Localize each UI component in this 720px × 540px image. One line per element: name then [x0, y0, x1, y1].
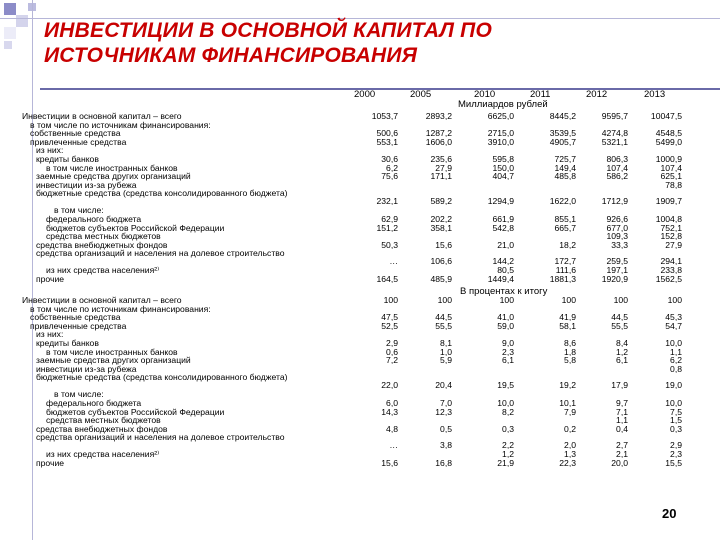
title-underline [40, 88, 720, 90]
row-value: 3539,5 [549, 128, 576, 139]
row-value: 144,2 [492, 256, 514, 267]
row-value: 2715,0 [487, 128, 514, 139]
table-row [22, 121, 702, 130]
row-value: 21,9 [497, 457, 514, 468]
year-header: 2012 [586, 89, 608, 100]
row-value: 9,0 [502, 337, 514, 348]
row-value: 1562,5 [655, 273, 682, 284]
row-value: 2,0 [564, 440, 576, 451]
row-value: 1287,2 [425, 128, 452, 139]
table-row [22, 189, 702, 206]
row-value: 1,2 [502, 449, 514, 460]
slide-title-line: ИНВЕСТИЦИИ В ОСНОВНОЙ КАПИТАЛ ПО [44, 19, 493, 42]
row-value: 7,1 [616, 406, 628, 417]
row-value: 542,8 [492, 222, 514, 233]
year-header: 2000 [354, 89, 376, 100]
row-value: 22,0 [381, 380, 398, 391]
row-value: 100 [613, 295, 628, 305]
row-value: 1920,9 [601, 273, 628, 284]
row-value: 21,0 [497, 239, 514, 250]
row-value: 1449,4 [487, 273, 514, 284]
row-value: 1,3 [564, 449, 576, 460]
row-value: 27,9 [435, 162, 452, 173]
row-value: 151,2 [376, 222, 398, 233]
row-value: 41,9 [559, 312, 576, 323]
row-value: 100 [383, 295, 398, 305]
row-label: прочие [36, 273, 65, 284]
row-value: 19,5 [497, 380, 514, 391]
row-label: средства внебюджетных фондов [36, 423, 168, 434]
row-value: 2,9 [386, 337, 398, 348]
row-label: Инвестиции в основной капитал – всего [22, 295, 182, 305]
row-value: 2,9 [670, 440, 682, 451]
row-value: 172,7 [554, 256, 576, 267]
row-value: 665,7 [554, 222, 576, 233]
row-value: 6,1 [502, 355, 514, 366]
unit-label: Миллиардов рублей [458, 99, 548, 110]
row-value: 0,2 [564, 423, 576, 434]
row-value: 8,2 [502, 406, 514, 417]
row-value: 150,0 [492, 162, 514, 173]
row-label: в том числе иностранных банков [46, 162, 178, 173]
row-value: 12,3 [435, 406, 452, 417]
row-value: 0,3 [502, 423, 514, 434]
row-value: 6,1 [616, 355, 628, 366]
row-label: заемные средства других организаций [36, 171, 191, 182]
row-value: 33,3 [611, 239, 628, 250]
slide-title [44, 18, 492, 68]
row-label: собственные средства [30, 128, 121, 139]
table-section-percent [22, 296, 702, 468]
row-value: 80,5 [497, 265, 514, 276]
row-value: 44,5 [611, 312, 628, 323]
row-value: 500,6 [376, 128, 398, 139]
row-value: 55,5 [435, 320, 452, 331]
row-value: 10,1 [559, 397, 576, 408]
slide-title-line: ИСТОЧНИКАМ ФИНАНСИРОВАНИЯ [44, 44, 418, 67]
row-value: 20,0 [611, 457, 628, 468]
row-value: 2,1 [616, 449, 628, 460]
row-value: 55,5 [611, 320, 628, 331]
row-value: 20,4 [435, 380, 452, 391]
row-label: кредиты банков [36, 153, 99, 164]
table-row [22, 138, 702, 147]
table-row [22, 450, 702, 459]
row-value: 62,9 [381, 213, 398, 224]
row-value: 2,7 [616, 440, 628, 451]
row-value: 8,6 [564, 337, 576, 348]
row-value: 725,7 [554, 153, 576, 164]
row-value: 5499,0 [655, 136, 682, 147]
row-value: 485,8 [554, 171, 576, 182]
row-value: 1881,3 [549, 273, 576, 284]
row-value: 1622,0 [549, 196, 576, 207]
row-value: 100 [667, 295, 682, 305]
row-label: средства местных бюджетов [46, 231, 161, 242]
row-label: в том числе по источникам финансирования: [30, 303, 211, 314]
row-value: 358,1 [430, 222, 452, 233]
table-row [22, 275, 702, 284]
row-value: 4,8 [386, 423, 398, 434]
row-value: 15,6 [381, 457, 398, 468]
row-value: 10,0 [665, 337, 682, 348]
row-label: инвестиции из-за рубежа [36, 363, 137, 374]
row-value: 4548,5 [655, 128, 682, 139]
row-value: … [389, 440, 398, 451]
row-label: из них средства населения²⁾ [46, 265, 160, 276]
table-row [22, 249, 702, 266]
row-value: 1712,9 [601, 196, 628, 207]
row-label: федерального бюджета [46, 397, 142, 408]
row-value: 15,6 [435, 239, 452, 250]
year-header: 2010 [474, 89, 496, 100]
row-value: 0,5 [440, 423, 452, 434]
row-value: 10047,5 [650, 111, 682, 121]
row-label: в том числе: [54, 205, 104, 216]
row-value: 197,1 [606, 265, 628, 276]
row-value: 78,8 [665, 179, 682, 190]
row-label: в том числе: [54, 389, 104, 400]
row-value: 149,4 [554, 162, 576, 173]
row-value: 1909,7 [655, 196, 682, 207]
row-value: 44,5 [435, 312, 452, 323]
row-value: 107,4 [660, 162, 682, 173]
row-value: 5,8 [564, 355, 576, 366]
row-value: 752,1 [660, 222, 682, 233]
row-label: собственные средства [30, 312, 121, 323]
row-value: 100 [499, 295, 514, 305]
row-value: 926,6 [606, 213, 628, 224]
row-value: 661,9 [492, 213, 514, 224]
row-value: 41,0 [497, 312, 514, 323]
row-value: 8445,2 [549, 111, 576, 121]
row-value: 9595,7 [601, 111, 628, 121]
table-row [22, 146, 702, 155]
row-value: 294,1 [660, 256, 682, 267]
decor-square [16, 15, 28, 27]
row-value: 586,2 [606, 171, 628, 182]
table-row [22, 266, 702, 275]
row-value: 6,2 [670, 355, 682, 366]
row-label: в том числе иностранных банков [46, 346, 178, 357]
row-value: 107,4 [606, 162, 628, 173]
row-value: 52,5 [381, 320, 398, 331]
row-value: 232,1 [376, 196, 398, 207]
row-value: 1,8 [564, 346, 576, 357]
row-value: 45,3 [665, 312, 682, 323]
row-label: инвестиции из-за рубежа [36, 179, 137, 190]
row-value: 8,1 [440, 337, 452, 348]
row-value: 1004,8 [655, 213, 682, 224]
row-value: 75,6 [381, 171, 398, 182]
decor-square [4, 27, 16, 39]
row-value: 2893,2 [425, 111, 452, 121]
row-value: 625,1 [660, 171, 682, 182]
row-value: 18,2 [559, 239, 576, 250]
row-value: 0,3 [670, 423, 682, 434]
row-value: 677,0 [606, 222, 628, 233]
row-value: 9,7 [616, 397, 628, 408]
row-value: 100 [561, 295, 576, 305]
row-value: 50,3 [381, 239, 398, 250]
year-header: 2011 [530, 89, 551, 100]
row-value: 14,3 [381, 406, 398, 417]
row-value: 595,8 [492, 153, 514, 164]
table-row [22, 459, 702, 468]
year-header: 2013 [644, 89, 666, 100]
row-value: 202,2 [430, 213, 452, 224]
row-value: 15,5 [665, 457, 682, 468]
row-value: 259,5 [606, 256, 628, 267]
row-value: 4274,8 [601, 128, 628, 139]
row-label: кредиты банков [36, 337, 99, 348]
row-value: 100 [437, 295, 452, 305]
row-value: 58,1 [559, 320, 576, 331]
row-value: 6625,0 [487, 111, 514, 121]
row-value: 1,1 [616, 415, 628, 426]
row-value: 1,0 [440, 346, 452, 357]
row-label: из них: [36, 329, 64, 340]
row-label: федерального бюджета [46, 213, 142, 224]
row-value: 7,2 [386, 355, 398, 366]
row-label: в том числе по источникам финансирования: [30, 119, 211, 130]
row-value: 10,0 [665, 397, 682, 408]
row-value: 3910,0 [487, 136, 514, 147]
row-value: 855,1 [554, 213, 576, 224]
row-value: 1,1 [670, 346, 682, 357]
row-value: 19,0 [665, 380, 682, 391]
row-value: 2,3 [502, 346, 514, 357]
row-label: средства местных бюджетов [46, 415, 161, 426]
row-label: прочие [36, 457, 65, 468]
row-label: средства внебюджетных фондов [36, 239, 168, 250]
row-value: 111,6 [555, 265, 576, 276]
row-value: 54,7 [665, 320, 682, 331]
row-value: 2,3 [670, 449, 682, 460]
row-value: 235,6 [430, 153, 452, 164]
decor-square [4, 41, 12, 49]
row-value: 171,1 [430, 171, 452, 182]
row-value: 1,5 [670, 415, 682, 426]
table-row [22, 330, 702, 339]
row-value: 16,8 [435, 457, 452, 468]
row-value: 5,9 [440, 355, 452, 366]
row-value: 6,2 [386, 162, 398, 173]
row-label: средства организаций и населения на долевое строительство [36, 248, 285, 259]
row-value: 8,4 [616, 337, 628, 348]
row-value: 0,4 [616, 423, 628, 434]
slide-decoration [0, 0, 40, 60]
row-value: 109,3 [606, 231, 628, 242]
row-value: 7,5 [670, 406, 682, 417]
row-value: 0,8 [670, 363, 682, 374]
percent-label: В процентах к итогу [460, 286, 548, 297]
row-value: 6,0 [386, 397, 398, 408]
row-value: 589,2 [430, 196, 452, 207]
row-value: 0,6 [386, 346, 398, 357]
row-value: 1606,0 [425, 136, 452, 147]
row-value: 5321,1 [601, 136, 628, 147]
row-value: 7,0 [440, 397, 452, 408]
table-row [22, 433, 702, 450]
row-label: привлеченные средства [30, 136, 127, 147]
row-value: 30,6 [381, 153, 398, 164]
row-value: 27,9 [665, 239, 682, 250]
row-value: 19,2 [559, 380, 576, 391]
row-value: 59,0 [497, 320, 514, 331]
row-label: бюджетов субъектов Российской Федерации [46, 406, 225, 417]
row-value: 7,9 [564, 406, 576, 417]
row-label: привлеченные средства [30, 320, 127, 331]
row-value: 17,9 [611, 380, 628, 391]
row-label: Инвестиции в основной капитал – всего [22, 111, 182, 121]
row-value: 1053,7 [371, 111, 398, 121]
row-value: 553,1 [376, 136, 398, 147]
row-value: 4905,7 [549, 136, 576, 147]
row-value: … [389, 256, 398, 267]
row-value: 47,5 [381, 312, 398, 323]
row-label: заемные средства других организаций [36, 355, 191, 366]
row-value: 22,3 [559, 457, 576, 468]
page-number: 20 [662, 506, 677, 521]
row-value: 1000,9 [655, 153, 682, 164]
year-header: 2005 [410, 89, 432, 100]
row-label: средства организаций и населения на долевое строительство [36, 432, 285, 443]
row-value: 233,8 [660, 265, 682, 276]
row-value: 152,8 [660, 231, 682, 242]
row-label: бюджетов субъектов Российской Федерации [46, 222, 225, 233]
row-label: бюджетные средства (средства консолидированного бюджета) [36, 372, 288, 383]
row-value: 404,7 [492, 171, 514, 182]
table-row [22, 322, 702, 331]
row-value: 2,2 [502, 440, 514, 451]
row-value: 164,5 [376, 273, 398, 284]
row-value: 106,6 [430, 256, 452, 267]
table-row [22, 373, 702, 390]
row-label: из них средства населения²⁾ [46, 449, 160, 460]
row-value: 3,8 [440, 440, 452, 451]
row-value: 10,0 [497, 397, 514, 408]
row-value: 485,9 [430, 273, 452, 284]
table-section-absolute [22, 112, 702, 284]
decor-square [4, 3, 16, 15]
row-label: бюджетные средства (средства консолидированного бюджета) [36, 188, 288, 199]
row-value: 1,2 [616, 346, 628, 357]
row-value: 806,3 [606, 153, 628, 164]
table-row [22, 305, 702, 314]
row-value: 1294,9 [487, 196, 514, 207]
row-label: из них: [36, 145, 64, 156]
